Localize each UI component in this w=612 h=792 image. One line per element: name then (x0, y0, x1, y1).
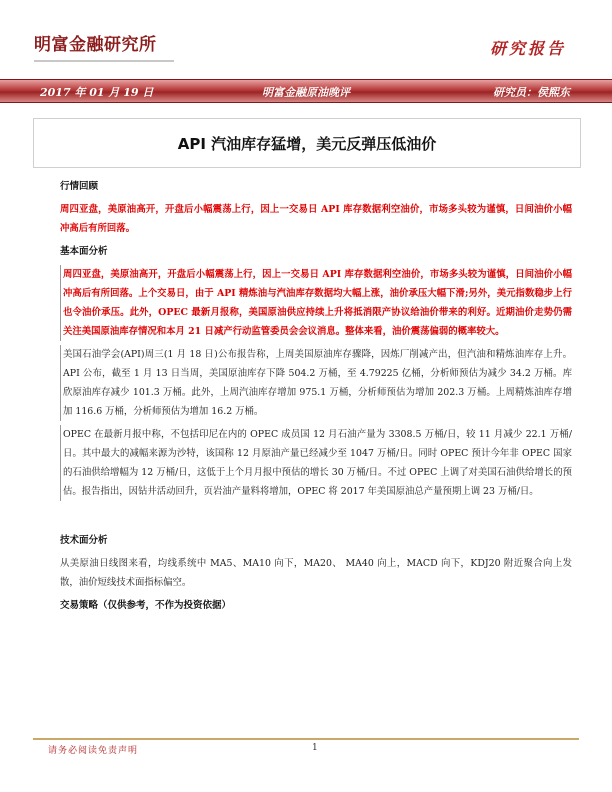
api-inventory-paragraph: 美国石油学会(API)周三(1 月 18 日)公布报告称，上周美国原油库存骤降，因炼厂削减产出，但汽油和精炼油库存上升。API 公布，截至 1 月 13 日当周，美国原油库存下降 504.2 万桶，至 4.79225 亿桶，分析师预估为减少 34.2 万桶。库欣原油库存减少 101.3 万桶。此外，上周汽油库存增加 975.1 万桶，分析师预估为增加 202.3 万桶。上周精炼油库存增加 116.6 万桶，分析师预估为增加 16.2 万桶。 (60, 345, 572, 421)
title-box (33, 118, 581, 168)
strategy-heading: 交易策略（仅供参考，不作为投资依据） (60, 600, 232, 611)
technical-text: 从美原油日线图来看，均线系统中 MA5、MA10 向下，MA20、 MA40 向上，MACD 向下，KDJ20 附近聚合向上发散，油价短线技术面指标偏空。 (60, 558, 572, 588)
page-number: 1 (312, 743, 318, 753)
report-date: 2017 年 01 月 19 日 (40, 86, 154, 99)
author: 研究员：侯熙东 (493, 86, 570, 99)
column-name: 明富金融原油晚评 (262, 86, 350, 99)
opec-report-paragraph: OPEC 在最新月报中称，不包括印尼在内的 OPEC 成员国 12 月石油产量为 3308.5 万桶/日，较 11 月减少 22.1 万桶/日。其中最大的减幅来源为沙特，该国称 12 月原油产量已经减少至 1047 万桶/日。同时 OPEC 预计今年非 OPEC 国家的石油供给增幅为 12 万桶/日，这低于上个月月报中预估的增长 30 万桶/日。不过 OPEC 上调了对美国石油供给增长的预估。报告指出，因钻井活动回升，页岩油产量料将增加，OPEC 将 2017 年美国原油总产量预期上调 23 万桶/日。 (60, 425, 572, 501)
disclaimer-note: 请务必阅读免责声明 (48, 746, 139, 756)
page-title: API 汽油库存猛增，美元反弹压低油价 (177, 134, 437, 153)
header-banner (0, 79, 612, 103)
logo-text: 明富金融研究所 (34, 34, 157, 55)
report-body (60, 177, 572, 615)
fundamentals-summary: 周四亚盘，美原油高开，开盘后小幅震荡上行，因上一交易日 API 库存数据利空油价，市场多头较为谨慎，日间油价小幅冲高后有所回落。上个交易日，由于 API 精炼油与汽油库存数据均大幅上涨，油价承压大幅下滑;另外，美元指数稳步上行也令油价承压。此外，OPEC 最新月报称，美国原油供应持续上升将抵消限产协议给油价带来的利好。近期油价走势仍需关注美国原油库存情况和本月 21 日减产行动监管委员会会议消息。整体来看，油价震荡偏弱的概率较大。 (60, 265, 572, 341)
technical-heading: 技术面分析 (60, 535, 108, 546)
market-review-heading: 行情回顾 (60, 181, 99, 192)
company-logo (34, 24, 174, 62)
fundamentals-heading: 基本面分析 (60, 246, 108, 257)
market-review-text: 周四亚盘，美原油高开，开盘后小幅震荡上行，因上一交易日 API 库存数据利空油价，市场多头较为谨慎，日间油价小幅冲高后有所回落。 (60, 204, 572, 234)
footer-divider (33, 738, 579, 740)
report-type-label: 研究报告 (489, 39, 566, 58)
